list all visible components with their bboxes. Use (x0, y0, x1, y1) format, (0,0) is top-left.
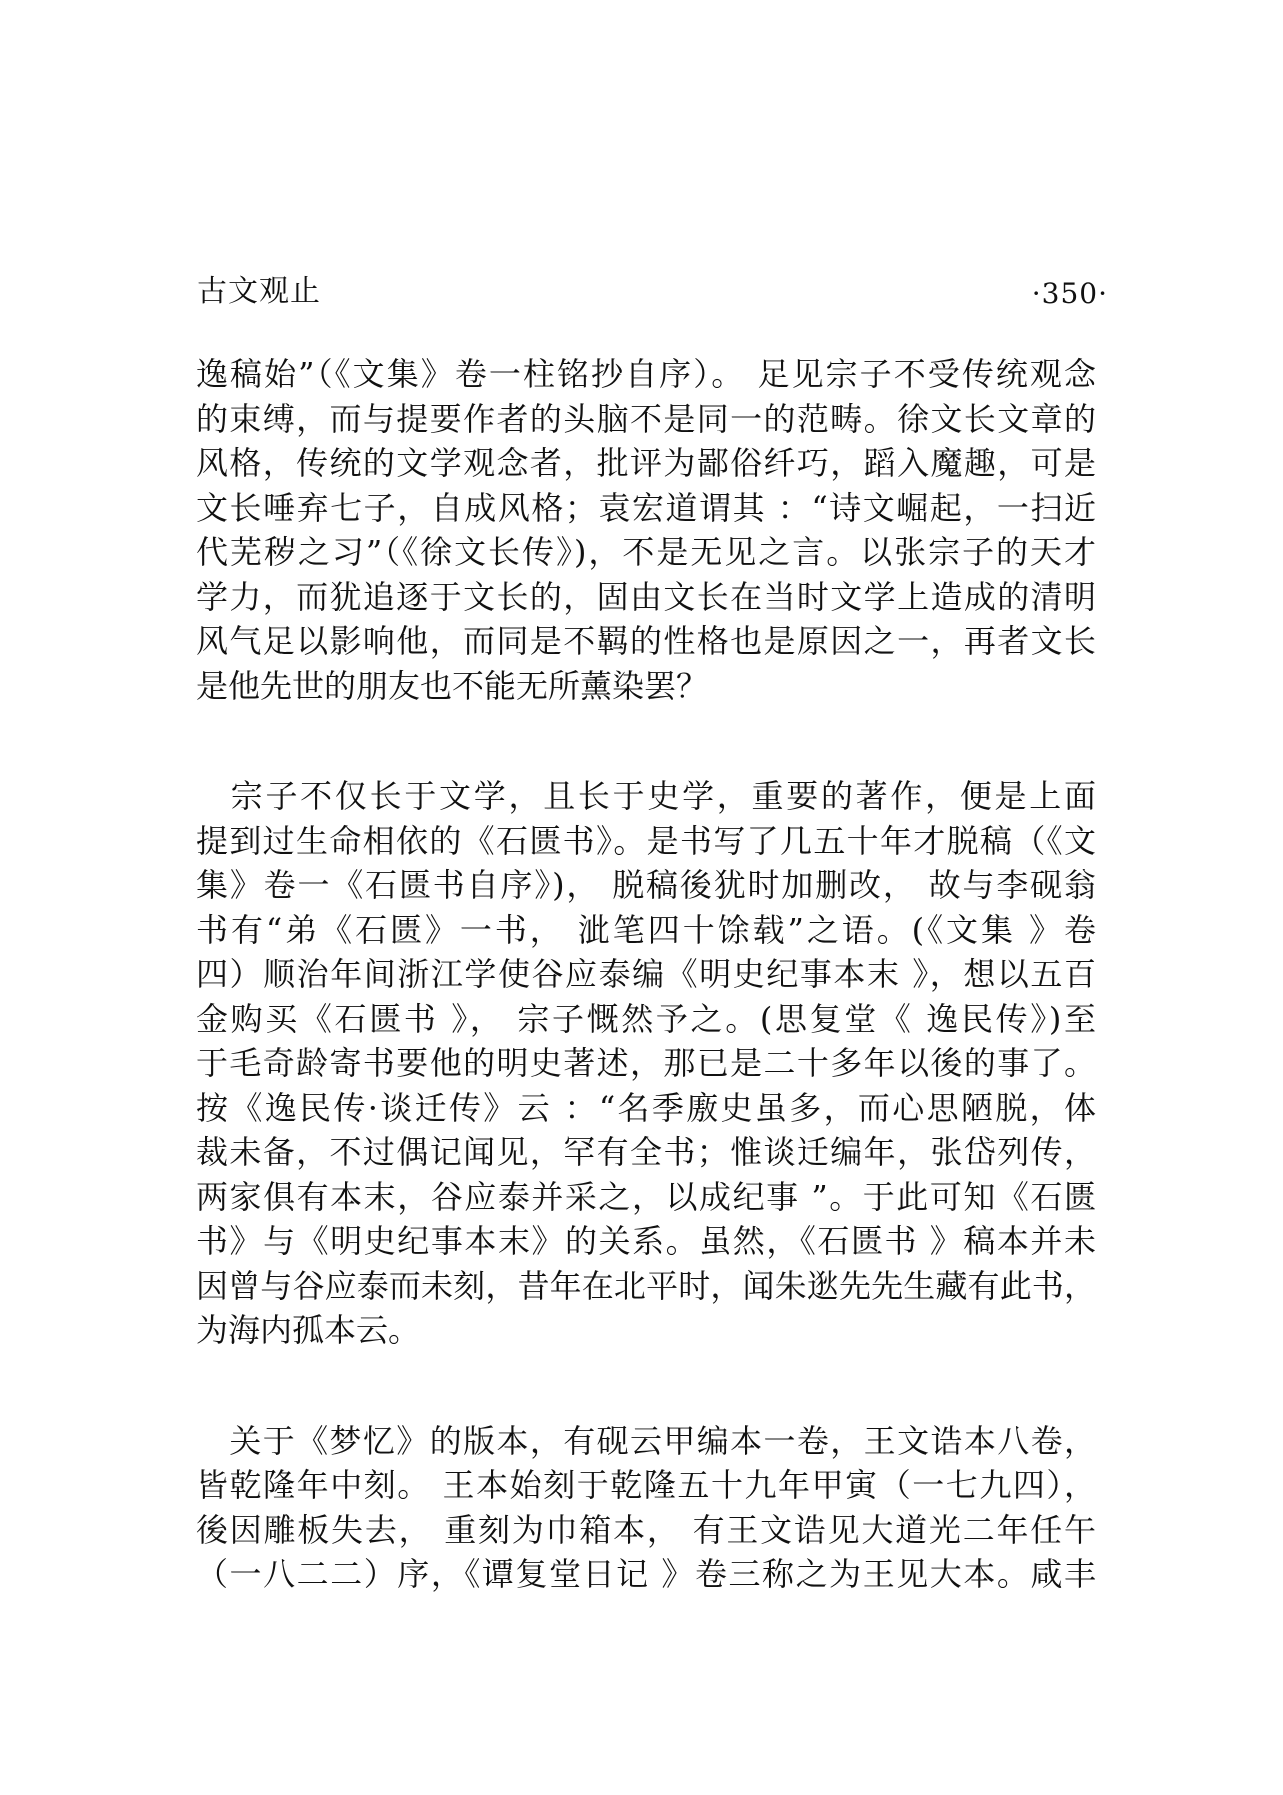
paragraph-gap (196, 708, 1096, 774)
page-number: ·350· (1031, 277, 1108, 310)
text-line: 书》与《明史纪事本末》的关系。虽然，《石匮书 》稿本并未 (196, 1222, 1096, 1260)
paragraph-3 (196, 1419, 1096, 1597)
text-line: （一八二二）序，《谭复堂日记 》卷三称之为王见大本。咸丰 (196, 1555, 1096, 1593)
text-line: 皆乾隆年中刻。 王本始刻于乾隆五十九年甲寅（一七九四）， (196, 1466, 1096, 1504)
text-line: 风格，传统的文学观念者，批评为鄙俗纤巧，蹈入魔趣，可是 (196, 444, 1096, 482)
text-line: 风气足以影响他，而同是不羁的性格也是原因之一，再者文长 (196, 622, 1096, 660)
text-line: 是他先世的朋友也不能无所薰染罢？ (196, 666, 709, 705)
paragraph-gap (196, 1353, 1096, 1419)
text-line: 为海内孤本云。 (196, 1311, 421, 1349)
text-line: 集》卷一《石匮书自序》)， 脱稿後犹时加删改， 故与李砚翁 (196, 866, 1096, 904)
text-line: 两家俱有本末，谷应泰并采之，以成纪事 ”。于此可知《石匮 (196, 1177, 1096, 1216)
text-line: 提到过生命相依的《石匮书》。是书写了几五十年才脱稿（《文 (196, 821, 1096, 860)
text-line: 代芜秽之习”（《徐文长传》)，不是无见之言。以张宗子的天才 (196, 533, 1096, 571)
text-line: 四）顺治年间浙江学使谷应泰编《明史纪事本末 》，想以五百 (196, 955, 1096, 993)
text-line: 关于《梦忆》的版本，有砚云甲编本一卷，王文诰本八卷， (196, 1421, 1096, 1460)
text-line: 书有“弟《石匮》一书， 泚笔四十馀载”之语。(《文集 》卷 (196, 910, 1096, 949)
body-text (196, 352, 1096, 1597)
text-line: 逸稿始”（《文集》卷一柱铭抄自序）。 足见宗子不受传统观念 (196, 355, 1096, 393)
running-title: 古文观止 (197, 274, 321, 309)
paragraph-2 (196, 774, 1096, 1353)
text-line: 文长唾弃七子，自成风格；袁宏道谓其 ：“诗文崛起，一扫近 (196, 488, 1096, 527)
text-line: 因曾与谷应泰而未刻，昔年在北平时，闻朱逖先先生藏有此书， (196, 1266, 1096, 1305)
text-line: 按《逸民传·谈迁传》云 ：“名季廒史虽多，而心思陋脱，体 (196, 1088, 1096, 1127)
text-line: 金购买《石匮书 》， 宗子慨然予之。(思复堂《 逸民传》)至 (196, 999, 1096, 1038)
text-line: 的束缚，而与提要作者的头脑不是同一的范畴。徐文长文章的 (196, 399, 1096, 438)
text-line: 学力，而犹追逐于文长的，固由文长在当时文学上造成的清明 (196, 577, 1096, 616)
text-line: 後因雕板失去， 重刻为巾箱本， 有王文诰见大道光二年任午 (196, 1510, 1096, 1549)
text-line: 于毛奇龄寄书要他的明史著述，那已是二十多年以後的事了。 (196, 1044, 1096, 1082)
text-line: 宗子不仅长于文学，且长于史学，重要的著作，便是上面 (196, 777, 1096, 815)
text-line: 裁未备，不过偶记闻见，罕有全书；惟谈迁编年，张岱列传， (196, 1133, 1096, 1171)
paragraph-1 (196, 352, 1096, 708)
